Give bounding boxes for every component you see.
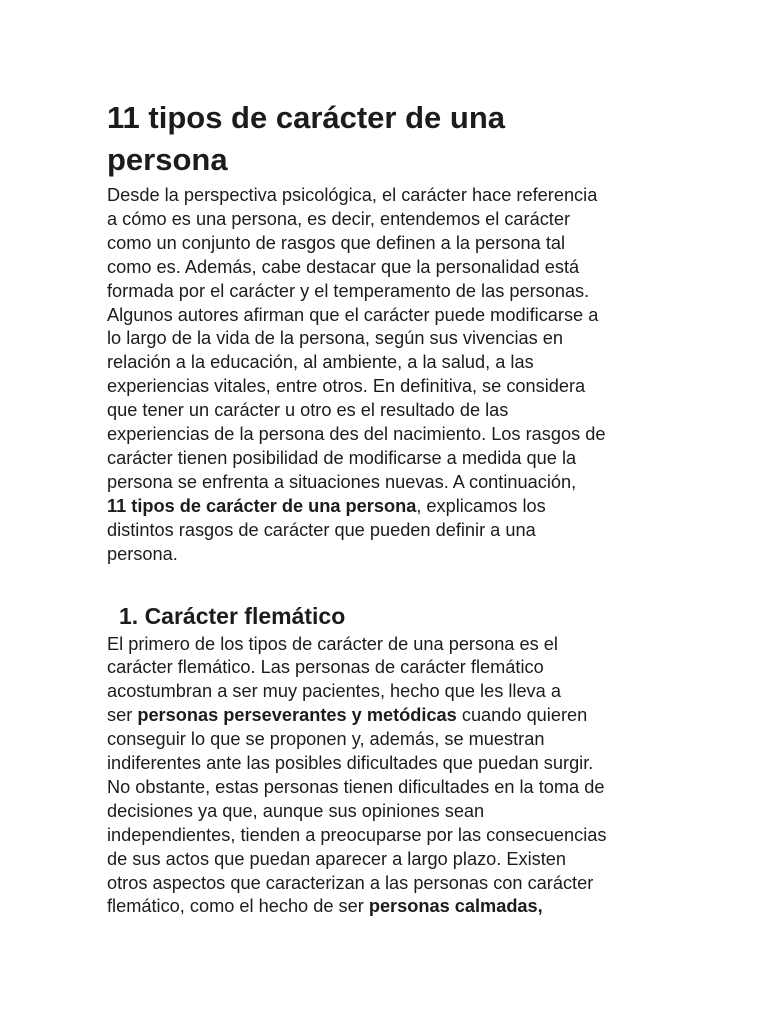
section-heading: 1. Carácter flemático xyxy=(119,602,346,629)
intro-paragraph xyxy=(107,184,667,567)
section-line xyxy=(107,895,667,919)
article-body xyxy=(107,97,667,919)
intro-line: carácter tienen posibilidad de modificarse a medida que la xyxy=(107,447,577,468)
intro-line: persona. xyxy=(107,543,178,564)
section-line: El primero de los tipos de carácter de una persona es el xyxy=(107,633,558,654)
intro-line xyxy=(107,495,667,519)
intro-line: distintos rasgos de carácter que pueden definir a una xyxy=(107,519,536,540)
intro-bold-phrase: 11 tipos de carácter de una persona xyxy=(107,495,417,516)
intro-line: Algunos autores afirman que el carácter puede modificarse a xyxy=(107,304,599,325)
section-line: independientes, tienden a preocuparse por las consecuencias xyxy=(107,824,607,845)
intro-line: experiencias vitales, entre otros. En definitiva, se considera xyxy=(107,376,586,397)
intro-line: lo largo de la vida de la persona, según sus vivencias en xyxy=(107,328,563,349)
intro-line: a cómo es una persona, es decir, entendemos el carácter xyxy=(107,208,571,229)
section-line: No obstante, estas personas tienen dificultades en la toma de xyxy=(107,776,605,797)
intro-line: como un conjunto de rasgos que definen a la persona tal xyxy=(107,232,566,253)
section-line xyxy=(107,704,667,728)
intro-line: persona se enfrenta a situaciones nuevas. A continuación, xyxy=(107,471,577,492)
section-bold-phrase: personas calmadas, xyxy=(368,896,543,917)
section-line: de sus actos que puedan aparecer a largo plazo. Existen xyxy=(107,848,567,869)
intro-line: relación a la educación, al ambiente, a la salud, a las xyxy=(107,352,534,373)
article-title-line-1: 11 tipos de carácter de una xyxy=(107,100,506,135)
intro-line: que tener un carácter u otro es el resultado de las xyxy=(107,400,509,421)
intro-line: Desde la perspectiva psicológica, el carácter hace referencia xyxy=(107,185,598,205)
section-line-pre: flemático, como el hecho de ser xyxy=(107,896,369,917)
section-line: decisiones ya que, aunque sus opiniones sean xyxy=(107,800,485,821)
section-line: otros aspectos que caracterizan a las personas con carácter xyxy=(107,872,594,893)
intro-line-rest: , explicamos los xyxy=(416,495,546,516)
section-line: indiferentes ante las posibles dificultades que puedan surgir. xyxy=(107,753,594,774)
section-line: carácter flemático. Las personas de carácter flemático xyxy=(107,657,544,678)
section-line: acostumbran a ser muy pacientes, hecho que les lleva a xyxy=(107,681,561,702)
section-line-pre: ser xyxy=(107,705,138,726)
article-title xyxy=(107,97,667,181)
section-paragraph xyxy=(107,633,667,920)
intro-line: experiencias de la persona des del nacimiento. Los rasgos de xyxy=(107,424,606,445)
section-line-post: cuando quieren xyxy=(456,705,588,726)
section-bold-phrase: personas perseverantes y metódicas xyxy=(137,705,457,726)
section-line: conseguir lo que se proponen y, además, se muestran xyxy=(107,729,545,750)
intro-line: como es. Además, cabe destacar que la personalidad está xyxy=(107,256,580,277)
article-title-line-2: persona xyxy=(107,142,228,177)
intro-line: formada por el carácter y el temperamento de las personas. xyxy=(107,280,590,301)
